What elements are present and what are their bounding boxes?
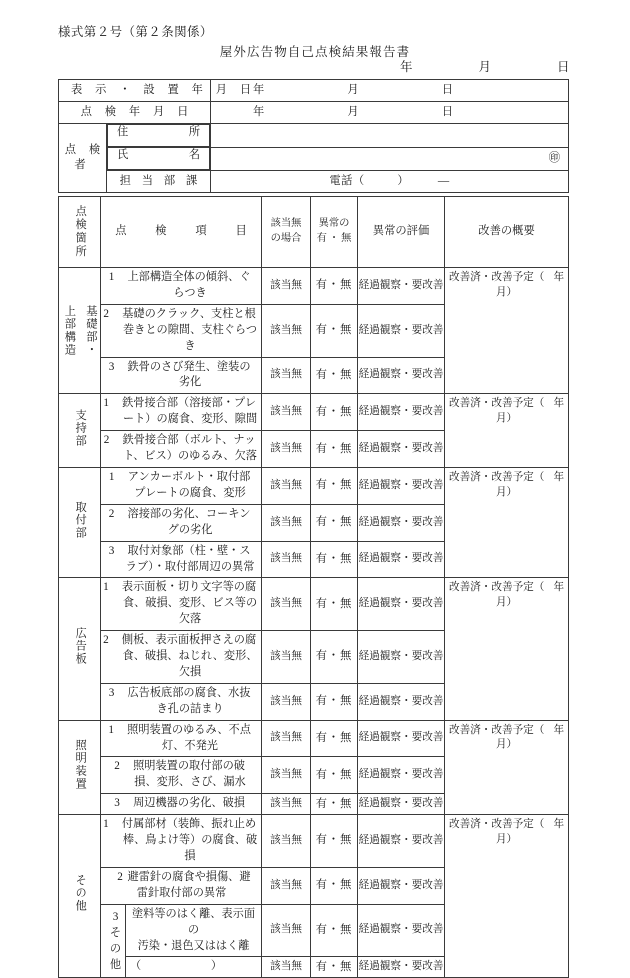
cell-evaluation[interactable]: 経過観察・要改善 <box>358 304 445 357</box>
remedy-year-label: 年 <box>553 819 565 831</box>
other-text-line2: 汚染・退色又ははく離 <box>137 939 250 952</box>
cell-abnormality-yes-no[interactable]: 有・無 <box>311 268 358 305</box>
cell-remedy-summary[interactable] <box>445 720 569 815</box>
cell-abnormality-yes-no[interactable]: 有・無 <box>311 578 358 631</box>
remedy-prefix: 改善済・改善予定（ <box>449 272 545 283</box>
cell-abnormality-yes-no[interactable]: 有・無 <box>311 357 358 394</box>
report-date-month: 月 <box>478 60 492 74</box>
item-text-line2: 棒、鳥よけ等）の腐食、破損 <box>122 834 258 862</box>
remedy-prefix: 改善済・改善予定（ <box>449 724 545 736</box>
item-number: 1 <box>103 818 109 831</box>
item-text-line2: き孔の詰まり <box>156 702 224 715</box>
inspector-name-label <box>107 147 210 170</box>
cell-abnormality-yes-no[interactable]: 有・無 <box>311 467 358 504</box>
remedy-prefix: 改善済・改善予定（ <box>449 819 545 831</box>
section-label-main: 支持部 <box>74 408 87 448</box>
cell-abnormality-yes-no[interactable]: 有・無 <box>311 815 358 868</box>
cell-abnormality-yes-no[interactable]: 有・無 <box>311 504 358 541</box>
cell-evaluation[interactable]: 経過観察・要改善 <box>358 904 445 957</box>
remedy-month-label: 月） <box>495 834 518 846</box>
cell-not-applicable[interactable]: 該当無 <box>262 394 311 431</box>
cell-evaluation[interactable]: 経過観察・要改善 <box>358 504 445 541</box>
item-text-line2: 食、破損、変形、ビス等の欠落 <box>122 597 258 626</box>
inspector-telephone-value[interactable] <box>211 171 569 193</box>
cell-inspection-item: 2 照明装置の取付部の破 損、変形、さび、漏水 <box>101 757 262 794</box>
item-text-line2: 劣化 <box>178 376 202 389</box>
cell-inspection-item: 2 基礎のクラック、支柱と根 巻きとの隙間、支柱ぐらつき <box>101 304 262 357</box>
cell-remedy-summary[interactable] <box>445 467 569 577</box>
inspector-name-value[interactable] <box>211 147 569 171</box>
remedy-month-label: 月） <box>495 286 518 298</box>
inspector-label: 点 検 者 <box>59 124 107 193</box>
table-row <box>59 171 569 193</box>
cell-abnormality-yes-no[interactable]: 有・無 <box>311 904 358 957</box>
cell-abnormality-yes-no[interactable]: 有・無 <box>311 683 358 720</box>
item-text-line2: 雷針取付部の異常 <box>136 886 227 899</box>
item-number: 2 <box>117 870 123 883</box>
remedy-year-label: 年 <box>553 724 565 736</box>
address-label-b: 所 <box>188 126 200 138</box>
cell-not-applicable[interactable]: 該当無 <box>262 815 311 868</box>
inspector-address-label <box>107 124 210 147</box>
cell-not-applicable[interactable]: 該当無 <box>262 867 311 904</box>
cell-section-label <box>59 394 101 468</box>
cell-evaluation[interactable]: 経過観察・要改善 <box>358 578 445 631</box>
cell-evaluation[interactable]: 経過観察・要改善 <box>358 394 445 431</box>
cell-abnormality-yes-no[interactable]: 有・無 <box>311 720 358 757</box>
table-row <box>59 80 569 102</box>
remedy-year-label: 年 <box>553 398 565 410</box>
cell-not-applicable[interactable]: 該当無 <box>262 957 311 978</box>
remedy-prefix: 改善済・改善予定（ <box>449 471 545 483</box>
cell-not-applicable[interactable]: 該当無 <box>262 757 311 794</box>
cell-abnormality-yes-no[interactable]: 有・無 <box>311 957 358 978</box>
cell-not-applicable[interactable]: 該当無 <box>262 541 311 578</box>
remedy-prefix: 改善済・改善予定（ <box>449 582 545 594</box>
paren-close: ） <box>210 960 223 973</box>
report-date-line <box>400 57 570 75</box>
inspection-date-label: 点 検 年 月 日 <box>59 102 211 124</box>
page-title: 屋外広告物自己点検結果報告書 <box>219 45 411 59</box>
cell-evaluation[interactable]: 経過観察・要改善 <box>358 794 445 815</box>
remedy-month-label: 月） <box>495 486 518 498</box>
item-number: 2 <box>114 760 120 773</box>
cell-section-label <box>59 268 101 394</box>
cell-other-item-text[interactable] <box>126 904 262 957</box>
other-number-line-3: 他 <box>109 959 122 972</box>
item-text-line2: プレートの腐食、変形 <box>134 486 246 499</box>
cell-inspection-item: 1 付属部材（装飾、振れ止め 棒、鳥よけ等）の腐食、破損 <box>101 815 262 868</box>
cell-abnormality-yes-no[interactable]: 有・無 <box>311 304 358 357</box>
cell-section-label <box>59 720 101 815</box>
header-na-line2: の場合 <box>270 233 302 244</box>
telephone-suffix: ― <box>437 174 450 187</box>
table-row <box>59 815 569 868</box>
section-label-main: 取付部 <box>74 500 87 540</box>
section-label-sub: 上部構造 <box>63 305 76 357</box>
item-number: 2 <box>103 307 110 320</box>
remedy-year-label: 年 <box>553 582 565 594</box>
cell-inspection-item: 3 広告板底部の腐食、水抜 き孔の詰まり <box>101 683 262 720</box>
item-number: 3 <box>108 686 115 699</box>
remedy-month-label: 月） <box>495 597 518 609</box>
name-label-b: 名 <box>188 149 200 161</box>
report-date-day: 日 <box>556 60 570 74</box>
header-not-applicable <box>262 197 311 268</box>
cell-not-applicable[interactable]: 該当無 <box>262 631 311 684</box>
item-number: 2 <box>103 634 109 647</box>
display-install-date-label: 表 示 ・ 設 置 年 月 日 <box>59 80 211 102</box>
item-number: 1 <box>108 470 115 483</box>
table-row <box>59 578 569 631</box>
cell-evaluation[interactable]: 経過観察・要改善 <box>358 268 445 305</box>
address-label-a: 住 <box>117 126 129 138</box>
header-na-line1: 該当無 <box>270 218 302 230</box>
header-abnormal-line1: 異常の <box>318 218 350 230</box>
table-header-row <box>59 197 569 268</box>
cell-remedy-summary[interactable] <box>445 578 569 720</box>
remedy-month-label: 月） <box>495 413 518 425</box>
inspection-date-value <box>211 102 569 124</box>
cell-not-applicable[interactable]: 該当無 <box>262 504 311 541</box>
cell-evaluation[interactable]: 経過観察・要改善 <box>358 631 445 684</box>
other-number-line-2: その <box>109 926 122 956</box>
header-abnormal-line2: 有・無 <box>316 233 354 244</box>
cell-evaluation[interactable]: 経過観察・要改善 <box>358 683 445 720</box>
cell-inspection-item: 1 表示面板・切り文字等の腐 食、破損、変形、ビス等の欠落 <box>101 578 262 631</box>
paren-open: （ <box>130 960 142 973</box>
table-row <box>59 124 569 148</box>
cell-not-applicable[interactable]: 該当無 <box>262 304 311 357</box>
cell-not-applicable[interactable]: 該当無 <box>262 720 311 757</box>
inspector-address-value[interactable] <box>211 124 569 148</box>
cell-remedy-summary[interactable] <box>445 394 569 468</box>
name-label-a: 氏 <box>117 149 129 161</box>
item-text-line2: グの劣化 <box>167 523 213 536</box>
table-row <box>59 394 569 431</box>
item-text-line2: 巻きとの隙間、支柱ぐらつき <box>122 323 258 352</box>
report-date-year: 年 <box>400 60 414 74</box>
table-row <box>59 467 569 504</box>
section-label-main: 広告板 <box>74 627 87 666</box>
header-abnormality <box>311 197 358 268</box>
cell-inspection-item: 1 鉄骨接合部（溶接部・プレ ート）の腐食、変形、隙間 <box>101 394 262 431</box>
cell-evaluation[interactable]: 経過観察・要改善 <box>358 815 445 868</box>
cell-inspection-item: 3 鉄骨のさび発生、塗装の 劣化 <box>101 357 262 394</box>
cell-not-applicable[interactable]: 該当無 <box>262 357 311 394</box>
cell-inspection-item: 1 上部構造全体の傾斜、ぐ らつき <box>101 268 262 305</box>
month-label: 月 <box>347 83 359 96</box>
cell-inspection-item: 3 取付対象部（柱・壁・ス ラブ）・取付部周辺の異常 <box>101 541 262 578</box>
year-label: 年 <box>253 83 265 96</box>
item-text-line2: ラブ）・取付部周辺の異常 <box>125 560 255 573</box>
cell-inspection-item: 1 照明装置のゆるみ、不点 灯、不発光 <box>101 720 262 757</box>
cell-section-label <box>59 467 101 577</box>
section-label-main: 照明装置 <box>74 739 87 791</box>
table-row <box>59 720 569 757</box>
telephone-prefix: 電話（ <box>329 174 365 187</box>
header-evaluation: 異常の評価 <box>358 197 445 268</box>
cell-abnormality-yes-no[interactable]: 有・無 <box>311 867 358 904</box>
inspection-results-table <box>58 196 569 978</box>
cell-abnormality-yes-no[interactable]: 有・無 <box>311 541 358 578</box>
telephone-mid: ） <box>397 174 410 187</box>
cell-not-applicable[interactable]: 該当無 <box>262 578 311 631</box>
other-text-line1: 塗料等のはく離、表示面の <box>131 907 256 936</box>
cell-evaluation[interactable]: 経過観察・要改善 <box>358 467 445 504</box>
cell-not-applicable[interactable]: 該当無 <box>262 467 311 504</box>
cell-section-label <box>59 815 101 978</box>
year-label: 年 <box>253 105 265 118</box>
item-number: 3 <box>108 360 115 373</box>
cell-evaluation[interactable]: 経過観察・要改善 <box>358 720 445 757</box>
cell-inspection-item: 2 溶接部の劣化、コーキン グの劣化 <box>101 504 262 541</box>
cell-not-applicable[interactable]: 該当無 <box>262 794 311 815</box>
item-text-line2: 損、変形、さび、漏水 <box>134 776 246 789</box>
item-number: 3 <box>114 797 120 810</box>
cell-not-applicable[interactable]: 該当無 <box>262 683 311 720</box>
table-row <box>59 102 569 124</box>
item-text-line2: ト、ビス）のゆるみ、欠落 <box>123 450 257 463</box>
header-item: 点 検 項 目 <box>101 197 262 268</box>
cell-inspection-item: 2 鉄骨接合部（ボルト、ナッ ト、ビス）のゆるみ、欠落 <box>101 431 262 468</box>
inspector-info-table <box>58 79 569 193</box>
cell-evaluation[interactable]: 経過観察・要改善 <box>358 541 445 578</box>
cell-other-item-number <box>101 904 126 978</box>
cell-remedy-summary[interactable] <box>445 268 569 394</box>
cell-not-applicable[interactable]: 該当無 <box>262 904 311 957</box>
cell-remedy-summary[interactable] <box>445 815 569 978</box>
cell-other-item-text[interactable] <box>126 957 262 978</box>
remedy-prefix: 改善済・改善予定（ <box>449 398 545 410</box>
table-row <box>59 147 569 171</box>
item-number: 2 <box>108 507 115 520</box>
item-number: 1 <box>108 723 114 736</box>
cell-abnormality-yes-no[interactable]: 有・無 <box>311 631 358 684</box>
cell-not-applicable[interactable]: 該当無 <box>262 431 311 468</box>
day-label: 日 <box>441 83 453 96</box>
cell-inspection-item: 3 周辺機器の劣化、破損 <box>101 794 262 815</box>
item-number: 3 <box>108 544 115 557</box>
other-number-line-1: 3 <box>112 910 119 923</box>
seal-icon: ㊞ <box>548 152 560 165</box>
remedy-year-label: 年 <box>553 471 565 483</box>
item-number: 1 <box>103 397 109 410</box>
cell-inspection-item: 2 側板、表示面板押さえの腐 食、破損、ねじれ、変形、欠損 <box>101 631 262 684</box>
month-label: 月 <box>347 105 359 118</box>
item-text-line2: 灯、不発光 <box>162 739 218 752</box>
item-text-line2: らつき <box>173 286 207 299</box>
remedy-month-label: 月） <box>495 739 518 751</box>
item-number: 2 <box>103 434 110 447</box>
header-remedy: 改善の概要 <box>445 197 569 268</box>
cell-abnormality-yes-no[interactable]: 有・無 <box>311 431 358 468</box>
section-label-main: 基礎部・ <box>84 305 97 357</box>
item-text-line2: 食、破損、ねじれ、変形、欠損 <box>122 650 258 678</box>
cell-abnormality-yes-no[interactable]: 有・無 <box>311 794 358 815</box>
table-row <box>59 268 569 305</box>
cell-abnormality-yes-no[interactable]: 有・無 <box>311 394 358 431</box>
day-label: 日 <box>441 105 453 118</box>
display-install-date-value <box>211 80 569 102</box>
remedy-year-label: 年 <box>553 272 565 283</box>
cell-evaluation[interactable]: 経過観察・要改善 <box>358 431 445 468</box>
cell-section-label <box>59 578 101 720</box>
inspector-department-label: 担 当 部 課 <box>107 171 211 193</box>
cell-inspection-item: 2 避雷針の腐食や損傷、避 雷針取付部の異常 <box>101 867 262 904</box>
cell-evaluation[interactable]: 経過観察・要改善 <box>358 957 445 978</box>
cell-abnormality-yes-no[interactable]: 有・無 <box>311 757 358 794</box>
form-number: 様式第２号（第２条関係） <box>58 25 213 39</box>
cell-evaluation[interactable]: 経過観察・要改善 <box>358 757 445 794</box>
cell-evaluation[interactable]: 経過観察・要改善 <box>358 357 445 394</box>
cell-not-applicable[interactable]: 該当無 <box>262 268 311 305</box>
section-label-main: その他 <box>74 874 87 913</box>
cell-inspection-item: 1 アンカーボルト・取付部 プレートの腐食、変形 <box>101 467 262 504</box>
item-text-line2: ート）の腐食、変形、隙間 <box>122 413 258 426</box>
cell-evaluation[interactable]: 経過観察・要改善 <box>358 867 445 904</box>
header-location: 点検箇所 <box>59 197 101 268</box>
item-number: 1 <box>108 271 115 283</box>
item-number: 1 <box>103 581 109 594</box>
